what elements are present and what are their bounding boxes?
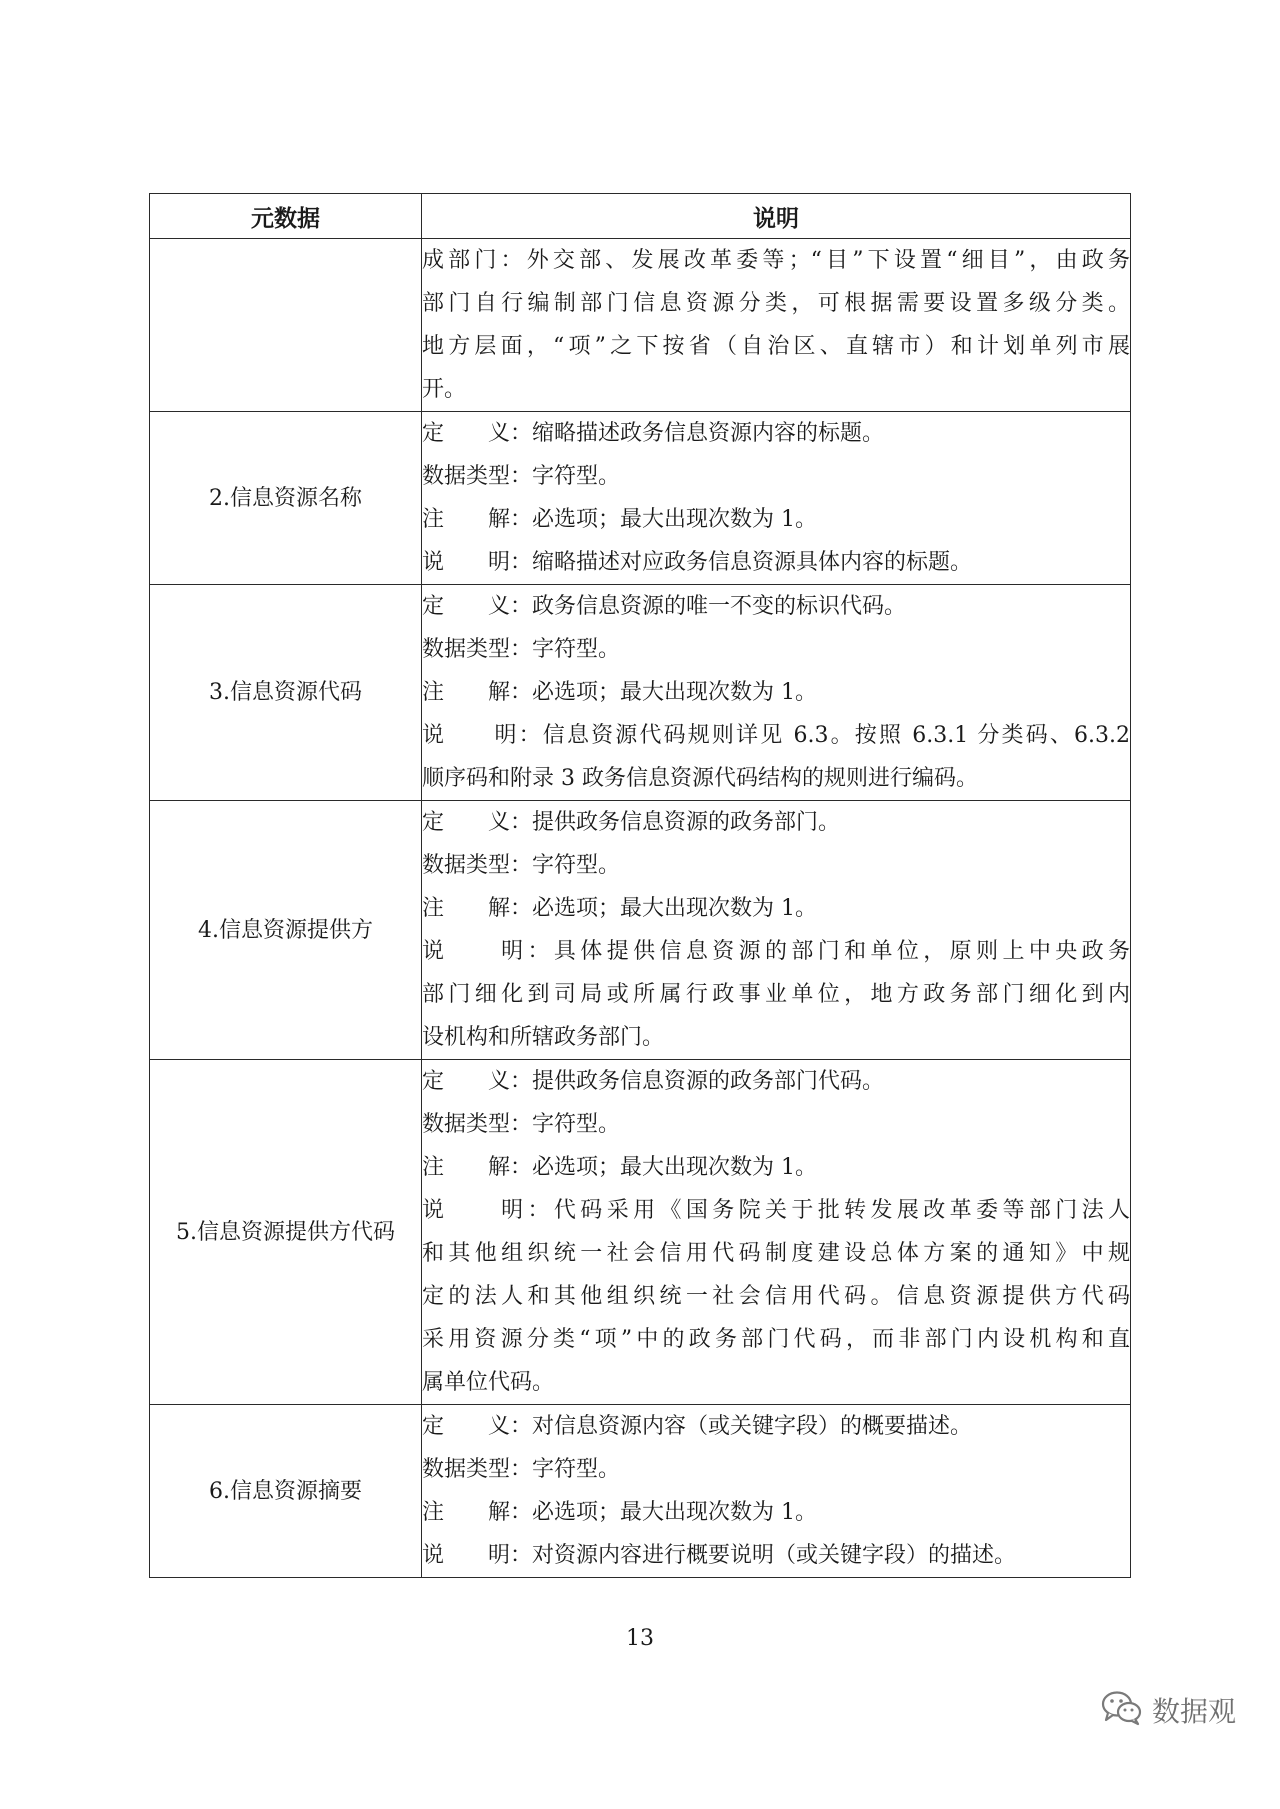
- metadata-description: [422, 412, 1131, 585]
- description-line: 注 解：必选项；最大出现次数为 1。: [422, 507, 817, 532]
- watermark: [1100, 1688, 1236, 1732]
- header-metadata: 元数据: [150, 194, 422, 239]
- description-line: 定 义：缩略描述政务信息资源内容的标题。: [422, 421, 885, 446]
- metadata-description: [422, 239, 1131, 412]
- description-line: 成部门：外交部、发展改革委等；“目”下设置“细目”，由政务: [422, 248, 1130, 273]
- description-line: 和其他组织统一社会信用代码制度建设总体方案的通知》中规: [422, 1241, 1130, 1266]
- table-row: [150, 585, 1131, 801]
- description-line: 部门细化到司局或所属行政事业单位，地方政务部门细化到内: [422, 982, 1130, 1007]
- description-line: 属单位代码。: [422, 1370, 555, 1395]
- description-line: 数据类型：字符型。: [422, 853, 621, 878]
- metadata-name: 2.信息资源名称: [150, 412, 422, 585]
- page-number: 13: [626, 1626, 654, 1651]
- description-line: 开。: [422, 377, 467, 402]
- description-line: 定 义：政务信息资源的唯一不变的标识代码。: [422, 594, 907, 619]
- metadata-description: [422, 801, 1131, 1060]
- metadata-description: [422, 1060, 1131, 1405]
- table-row: [150, 1405, 1131, 1578]
- description-line: 说 明：信息资源代码规则详见 6.3。按照 6.3.1 分类码、6.3.2: [422, 723, 1130, 748]
- header-description: 说明: [422, 194, 1131, 239]
- metadata-name: [150, 239, 422, 412]
- description-line: 数据类型：字符型。: [422, 637, 621, 662]
- description-line: 部门自行编制部门信息资源分类，可根据需要设置多级分类。: [422, 291, 1130, 316]
- description-line: 说 明：代码采用《国务院关于批转发展改革委等部门法人: [422, 1198, 1130, 1223]
- wechat-icon: [1100, 1689, 1144, 1731]
- description-line: 说 明：对资源内容进行概要说明（或关键字段）的描述。: [422, 1543, 1017, 1568]
- description-line: 定 义：对信息资源内容（或关键字段）的概要描述。: [422, 1414, 973, 1439]
- description-line: 数据类型：字符型。: [422, 464, 621, 489]
- description-line: 说 明：缩略描述对应政务信息资源具体内容的标题。: [422, 550, 973, 575]
- description-line: 数据类型：字符型。: [422, 1457, 621, 1482]
- metadata-name: 3.信息资源代码: [150, 585, 422, 801]
- description-line: 地方层面，“项”之下按省（自治区、直辖市）和计划单列市展: [422, 334, 1130, 359]
- metadata-name: 4.信息资源提供方: [150, 801, 422, 1060]
- metadata-table: [149, 193, 1131, 1578]
- table-header-row: [150, 194, 1131, 239]
- description-line: 定 义：提供政务信息资源的政务部门代码。: [422, 1069, 885, 1094]
- description-line: 注 解：必选项；最大出现次数为 1。: [422, 680, 817, 705]
- description-line: 说 明：具体提供信息资源的部门和单位，原则上中央政务: [422, 939, 1130, 964]
- metadata-description: [422, 1405, 1131, 1578]
- description-line: 注 解：必选项；最大出现次数为 1。: [422, 1500, 817, 1525]
- description-line: 顺序码和附录 3 政务信息资源代码结构的规则进行编码。: [422, 766, 978, 791]
- table-row: [150, 1060, 1131, 1405]
- metadata-description: [422, 585, 1131, 801]
- description-line: 注 解：必选项；最大出现次数为 1。: [422, 896, 817, 921]
- table-row: [150, 239, 1131, 412]
- table-row: [150, 412, 1131, 585]
- metadata-name: 6.信息资源摘要: [150, 1405, 422, 1578]
- metadata-name: 5.信息资源提供方代码: [150, 1060, 422, 1405]
- description-line: 定 义：提供政务信息资源的政务部门。: [422, 810, 841, 835]
- table-row: [150, 801, 1131, 1060]
- description-line: 注 解：必选项；最大出现次数为 1。: [422, 1155, 817, 1180]
- description-line: 数据类型：字符型。: [422, 1112, 621, 1137]
- description-line: 定的法人和其他组织统一社会信用代码。信息资源提供方代码: [422, 1284, 1130, 1309]
- watermark-text: 数据观: [1152, 1695, 1237, 1728]
- description-line: 设机构和所辖政务部门。: [422, 1025, 665, 1050]
- description-line: 采用资源分类“项”中的政务部门代码，而非部门内设机构和直: [422, 1327, 1130, 1352]
